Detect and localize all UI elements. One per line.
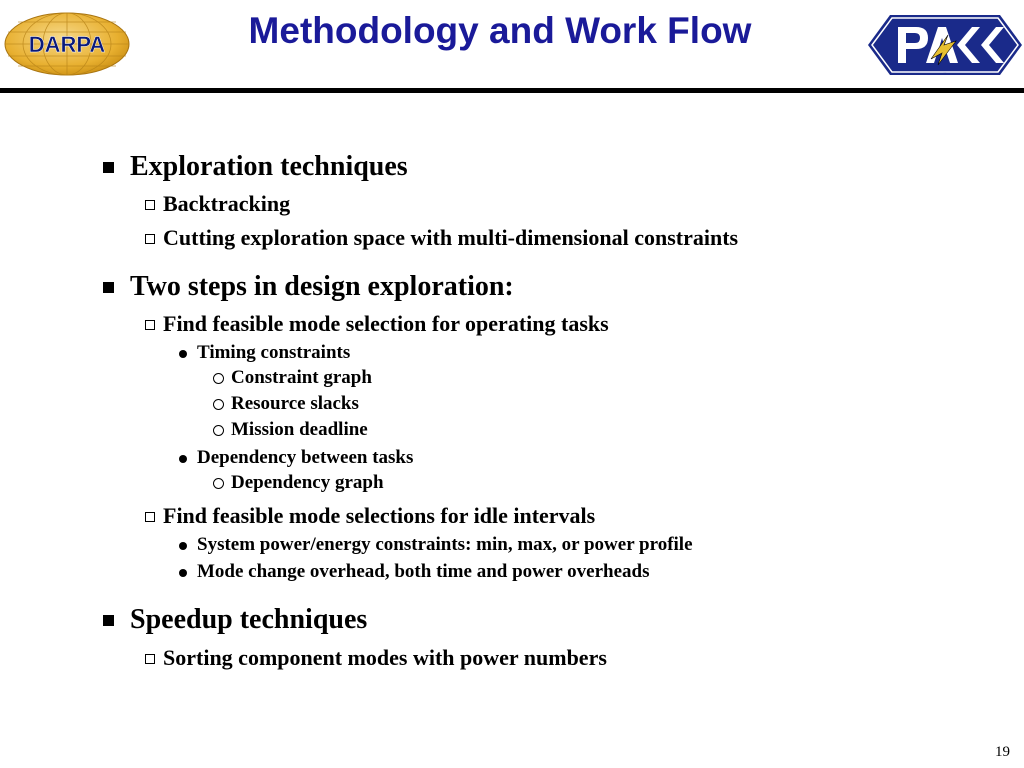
ring-bullet-icon: [213, 373, 224, 384]
bullet-two-steps: [130, 271, 514, 303]
filled-square-bullet-icon: [103, 282, 114, 293]
dot-bullet-icon: [179, 569, 187, 577]
hollow-square-bullet-icon: [145, 320, 155, 330]
darpa-logo-text: DARPA: [28, 32, 106, 57]
sub-sub-bullet-timing: [197, 342, 350, 364]
bullet-text: Speedup techniques: [130, 604, 368, 635]
slide-title: Methodology and Work Flow: [248, 10, 752, 51]
bullet-text: Backtracking: [163, 191, 291, 216]
level4-bullet-mission-deadline: [231, 419, 368, 441]
bullet-text: Mission deadline: [231, 419, 368, 440]
page-number: 19: [995, 744, 1010, 760]
filled-square-bullet-icon: [103, 162, 114, 173]
level4-bullet-resource-slacks: [231, 393, 359, 415]
dot-bullet-icon: [179, 350, 187, 358]
ring-bullet-icon: [213, 478, 224, 489]
level4-bullet-constraint-graph: [231, 367, 372, 389]
bullet-text: Resource slacks: [231, 393, 359, 414]
bullet-text: System power/energy constraints: min, max, or power profile: [197, 534, 693, 555]
dot-bullet-icon: [179, 542, 187, 550]
bullet-text: Dependency between tasks: [197, 447, 414, 468]
sub-sub-bullet-mode-change: [197, 561, 649, 583]
bullet-text: Timing constraints: [197, 342, 351, 363]
sub-bullet-idle-intervals: [163, 503, 595, 529]
hollow-square-bullet-icon: [145, 234, 155, 244]
bullet-text: Constraint graph: [231, 367, 372, 388]
ring-bullet-icon: [213, 425, 224, 436]
hollow-square-bullet-icon: [145, 200, 155, 210]
sub-sub-bullet-dependency: [197, 447, 413, 469]
bullet-text: Dependency graph: [231, 472, 384, 493]
bullet-text: Exploration techniques: [130, 151, 408, 182]
pacc-logo: [868, 13, 1022, 77]
title-divider: [0, 88, 1024, 93]
bullet-text: Find feasible mode selections for idle intervals: [163, 503, 596, 528]
hollow-square-bullet-icon: [145, 654, 155, 664]
bullet-text: Two steps in design exploration:: [130, 271, 514, 302]
ring-bullet-icon: [213, 399, 224, 410]
bullet-text: Mode change overhead, both time and power overheads: [197, 561, 650, 582]
level4-bullet-dependency-graph: [231, 472, 384, 494]
bullet-text: Cutting exploration space with multi-dimensional constraints: [163, 225, 739, 250]
sub-bullet-sorting-modes: [163, 645, 607, 671]
hollow-square-bullet-icon: [145, 512, 155, 522]
bullet-exploration-techniques: [130, 151, 408, 183]
filled-square-bullet-icon: [103, 615, 114, 626]
bullet-text: Find feasible mode selection for operating tasks: [163, 311, 609, 336]
sub-bullet-operating-tasks: [163, 311, 609, 337]
sub-bullet-cutting-space: [163, 225, 738, 251]
darpa-logo: [2, 10, 132, 78]
dot-bullet-icon: [179, 455, 187, 463]
bullet-speedup-techniques: [130, 604, 367, 636]
pacc-logo-text: PACC: [943, 73, 947, 74]
sub-bullet-backtracking: [163, 191, 290, 217]
sub-sub-bullet-power-constraints: [197, 534, 693, 556]
bullet-text: Sorting component modes with power numbers: [163, 645, 607, 670]
